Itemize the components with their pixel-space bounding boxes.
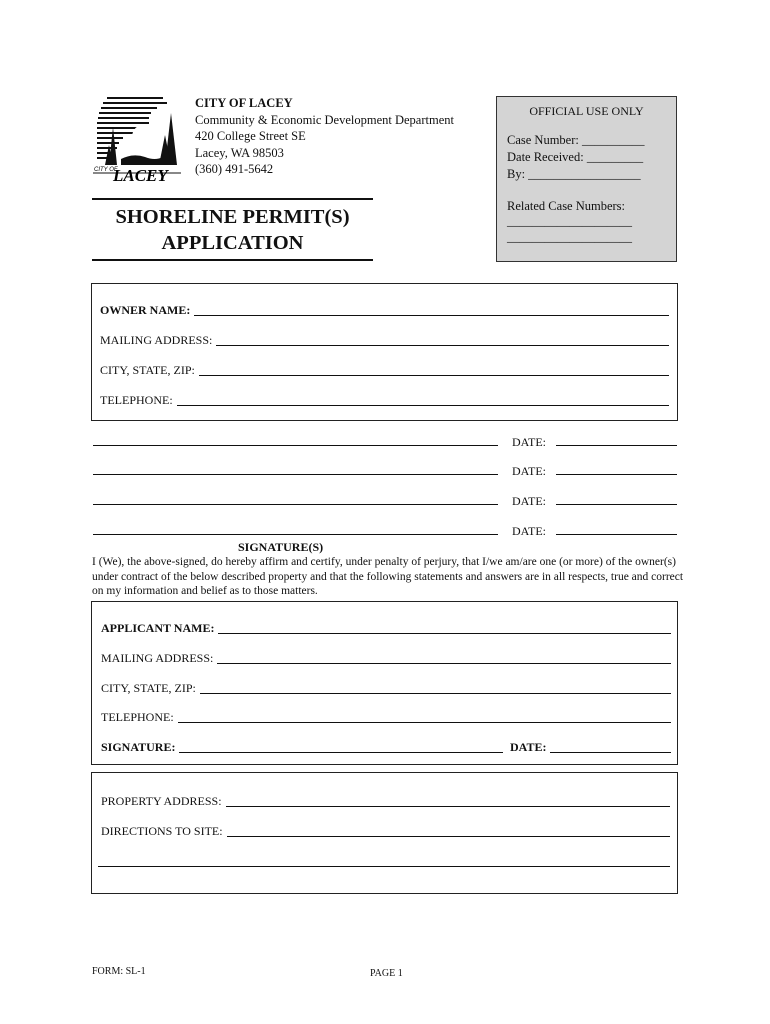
owner-mailing-row[interactable] [100,333,669,348]
logo-text-large: LACEY [113,166,168,185]
date-line-1[interactable] [556,445,677,446]
property-section [91,772,678,894]
owner-name-line[interactable] [194,314,669,316]
applicant-date-label: DATE: [510,740,547,754]
applicant-city-row[interactable] [101,681,671,696]
phone-number: (360) 491-5642 [195,162,274,176]
applicant-phone-label: TELEPHONE: [101,710,174,724]
page-number: PAGE 1 [370,968,403,979]
applicant-name-row[interactable] [101,621,671,636]
date-received-field[interactable]: Date Received: _________ [507,150,644,164]
signature-line-1[interactable] [93,445,498,446]
applicant-signature-row[interactable] [101,740,503,755]
owner-section [91,283,678,421]
applicant-mailing-label: MAILING ADDRESS: [101,651,214,665]
applicant-name-label: APPLICANT NAME: [101,621,215,635]
date-line-2[interactable] [556,474,677,475]
related-case-label: Related Case Numbers: [507,199,626,213]
signature-line-2[interactable] [93,474,498,475]
applicant-city-line[interactable] [200,692,671,694]
form-title [92,198,373,261]
street-address: 420 College Street SE [195,129,306,143]
applicant-signature-line[interactable] [179,751,503,753]
applicant-phone-line[interactable] [178,721,671,723]
applicant-mailing-line[interactable] [217,662,671,664]
owner-phone-row[interactable] [100,393,669,408]
directions-line-2[interactable] [98,866,670,867]
title-line-1: SHORELINE PERMIT(S) [115,206,350,228]
department-address [195,95,454,178]
applicant-mailing-row[interactable] [101,651,671,666]
owner-phone-line[interactable] [177,404,669,406]
date-label-4: DATE: [512,524,546,538]
directions-row[interactable] [101,824,670,839]
property-address-label: PROPERTY ADDRESS: [101,794,222,808]
property-address-line[interactable] [226,805,670,807]
property-address-row[interactable] [101,794,670,809]
applicant-phone-row[interactable] [101,710,671,725]
owner-phone-label: TELEPHONE: [100,393,173,407]
form-number: FORM: SL-1 [92,966,146,977]
owner-city-line[interactable] [199,374,669,376]
city-state-zip: Lacey, WA 98503 [195,145,284,160]
owner-mailing-label: MAILING ADDRESS: [100,333,213,347]
owner-name-label: OWNER NAME: [100,303,191,317]
signature-line-4[interactable] [93,534,498,535]
applicant-date-row[interactable] [510,740,671,755]
logo-text-small: CITY OF [94,167,118,173]
owner-name-row[interactable] [100,303,669,318]
date-label-2: DATE: [512,464,546,478]
city-of-lacey-logo [93,95,181,185]
title-rule-top [92,198,373,200]
department-name: Community & Economic Development Department [195,112,454,127]
affirmation-text: I (We), the above-signed, do hereby affirm and certify, under penalty of perjury, that I/we am/are one (or more) of the owner(s) under contract of the below described property and that the following statements and answers are in all respects, true and correct on my information and belief as to those matters. [92,556,684,598]
owner-mailing-line[interactable] [216,344,669,346]
official-use-box [496,96,677,262]
date-line-3[interactable] [556,504,677,505]
applicant-date-line[interactable] [550,751,671,753]
applicant-name-line[interactable] [218,632,671,634]
directions-line[interactable] [227,835,670,837]
title-line-2: APPLICATION [161,232,304,254]
official-use-heading: OFFICIAL USE ONLY [529,104,644,118]
case-number-field[interactable]: Case Number: __________ [507,133,645,147]
signatures-heading: SIGNATURE(S) [238,540,324,554]
org-name: CITY OF LACEY [195,96,293,110]
title-rule-bottom [92,259,373,261]
date-line-4[interactable] [556,534,677,535]
related-case-line-1[interactable]: ____________________ [507,214,632,228]
applicant-city-label: CITY, STATE, ZIP: [101,681,196,695]
signature-line-3[interactable] [93,504,498,505]
owner-city-row[interactable] [100,363,669,378]
by-field[interactable]: By: __________________ [507,167,641,181]
date-label-3: DATE: [512,494,546,508]
date-label-1: DATE: [512,435,546,449]
directions-label: DIRECTIONS TO SITE: [101,824,223,838]
related-case-line-2[interactable]: ____________________ [507,230,632,244]
owner-city-label: CITY, STATE, ZIP: [100,363,195,377]
applicant-signature-label: SIGNATURE: [101,740,176,754]
applicant-section [91,601,678,765]
